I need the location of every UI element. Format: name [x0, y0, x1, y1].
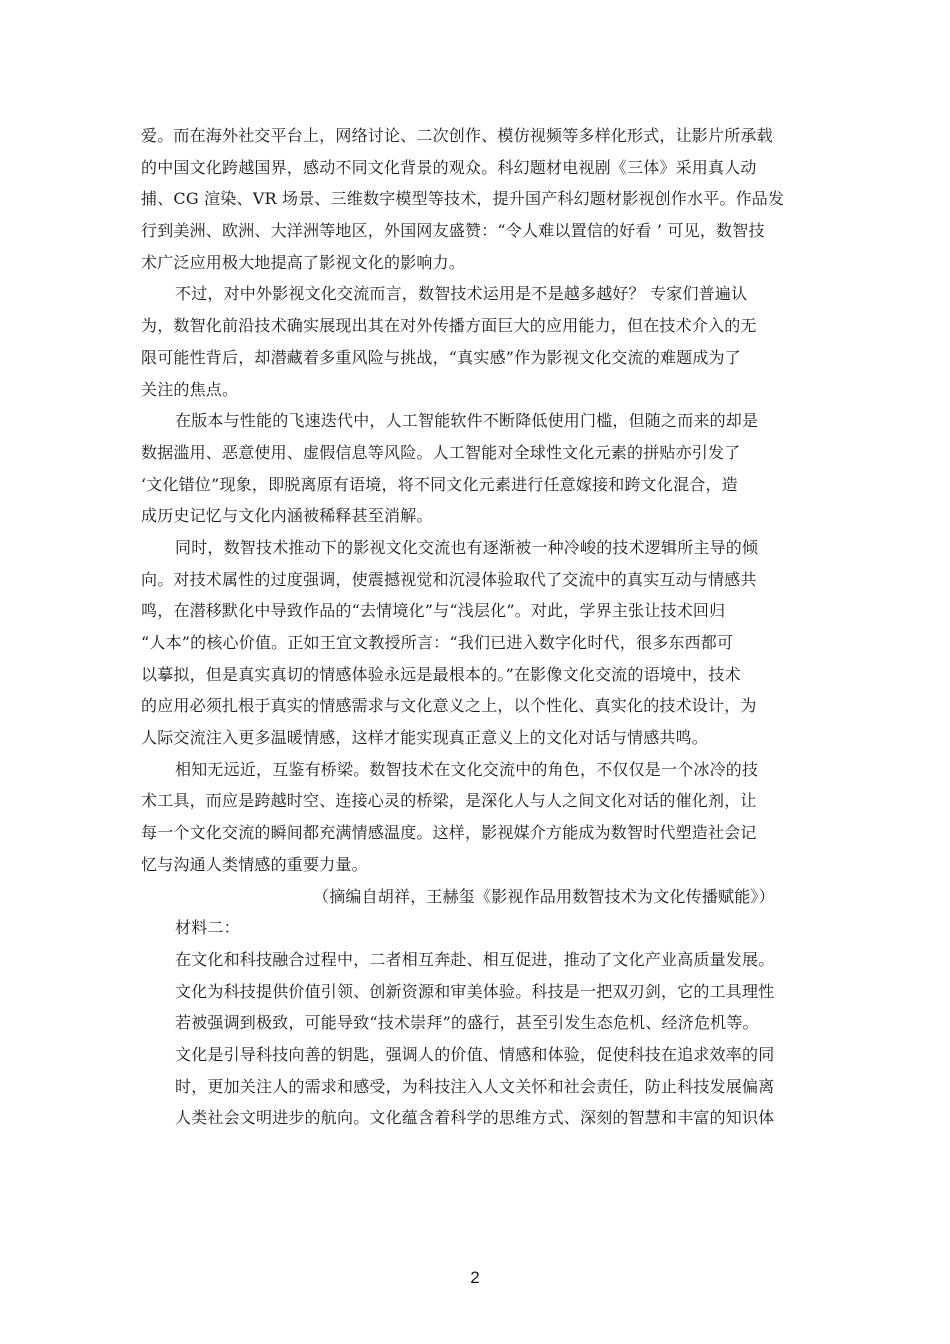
text-line: 向。对技术属性的过度强调，使震撼视觉和沉浸体验取代了交流中的真实互动与情感共	[141, 569, 757, 589]
text-line: 的应用必须扎根于真实的情感需求与文化意义之上，以个性化、真实化的技术设计，为	[141, 696, 757, 716]
text-line: 时，更加关注人的需求和感受，为科技注入人文关怀和社会责任，防止科技发展偏离	[175, 1076, 775, 1096]
text-line: 在文化和科技融合过程中，二者相互奔赴、相互促进，推动了文化产业高质量发展。	[175, 949, 775, 969]
text-line: “人本”的核心价值。正如王宜文教授所言：“我们已进入数字化时代，很多东西都可	[141, 633, 734, 652]
citation: （摘编自胡祥，王赫玺《影视作品用数智技术为文化传播赋能》）	[313, 886, 775, 906]
text-line: 不过，对中外影视文化交流而言，数智技术运用是不是越多越好？ 专家们普遍认	[175, 284, 748, 304]
text-line: 术工具，而应是跨越时空、连接心灵的桥梁，是深化人与人之间文化对话的催化剂，让	[141, 791, 757, 811]
page-number: 2	[470, 1268, 480, 1287]
text-line: 文化为科技提供价值引领、创新资源和审美体验。科技是一把双刃剑，它的工具理性	[175, 981, 775, 1001]
text-line: 鸣，在潜移默化中导致作品的“去情境化”与“浅层化”。对此，学界主张让技术回归	[141, 601, 726, 621]
text-line: 忆与沟通人类情感的重要力量。	[141, 854, 368, 874]
text-line: 同时，数智技术推动下的影视文化交流也有逐渐被一种冷峻的技术逻辑所主导的倾	[175, 537, 759, 557]
text-line: 相知无远近，互鉴有桥梁。数智技术在文化交流中的角色，不仅仅是一个冰冷的技	[175, 759, 759, 779]
text-line: ‘文化错位”现象，即脱离原有语境，将不同文化元素进行任意嫁接和跨文化混合，造	[141, 474, 738, 494]
text-line: 成历史记忆与文化内涵被稀释甚至消解。	[141, 506, 433, 526]
text-line: 若被强调到极致，可能导致“技术崇拜”的盛行，甚至引发生态危机、经济危机等。	[175, 1013, 759, 1033]
text-line: 为，数智化前沿技术确实展现出其在对外传播方面巨大的应用能力，但在技术介入的无	[141, 316, 757, 336]
text-line: 捕、CG 渲染、VR 场景、三维数字模型等技术，提升国产科幻题材影视创作水平。作品发	[141, 189, 785, 209]
text-line: 爱。而在海外社交平台上，网络讨论、二次创作、模仿视频等多样化形式，让影片所承载	[141, 126, 773, 145]
text-line: 限可能性背后，却潜藏着多重风险与挑战，“真实感”作为影视文化交流的难题成为了	[141, 347, 741, 367]
text-line: 以摹拟，但是真实真切的情感体验永远是最根本的。”在影像文化交流的语境中，技术	[141, 664, 741, 684]
text-line: 人际交流注入更多温暖情感，这样才能实现真正意义上的文化对话与情感共鸣。	[141, 728, 709, 748]
text-line: 每一个文化交流的瞬间都充满情感温度。这样，影视媒介方能成为数智时代塑造社会记	[141, 823, 757, 843]
document-body	[141, 126, 809, 1140]
text-line: 文化是引导科技向善的钥匙，强调人的价值、情感和体验，促使科技在追求效率的同	[175, 1044, 775, 1064]
text-line: 行到美洲、欧洲、大洋洲等地区，外国网友盛赞：“令人难以置信的好看 ’ 可见，数智技	[141, 221, 765, 241]
text-line: 数据滥用、恶意使用、虚假信息等风险。人工智能对全球性文化元素的拼贴亦引发了	[141, 442, 741, 462]
material-label: 材料二：	[175, 918, 240, 938]
text-line: 的中国文化跨越国界，感动不同文化背景的观众。科幻题材电视剧《三体》采用真人动	[141, 157, 757, 177]
text-line: 人类社会文明进步的航向。文化蕴含着科学的思维方式、深刻的智慧和丰富的知识体	[175, 1108, 775, 1128]
text-line: 术广泛应用极大地提高了影视文化的影响力。	[141, 252, 466, 272]
text-line: 在版本与性能的飞速迭代中，人工智能软件不断降低使用门槛，但随之而来的却是	[175, 411, 759, 431]
text-line: 关注的焦点。	[141, 379, 239, 399]
